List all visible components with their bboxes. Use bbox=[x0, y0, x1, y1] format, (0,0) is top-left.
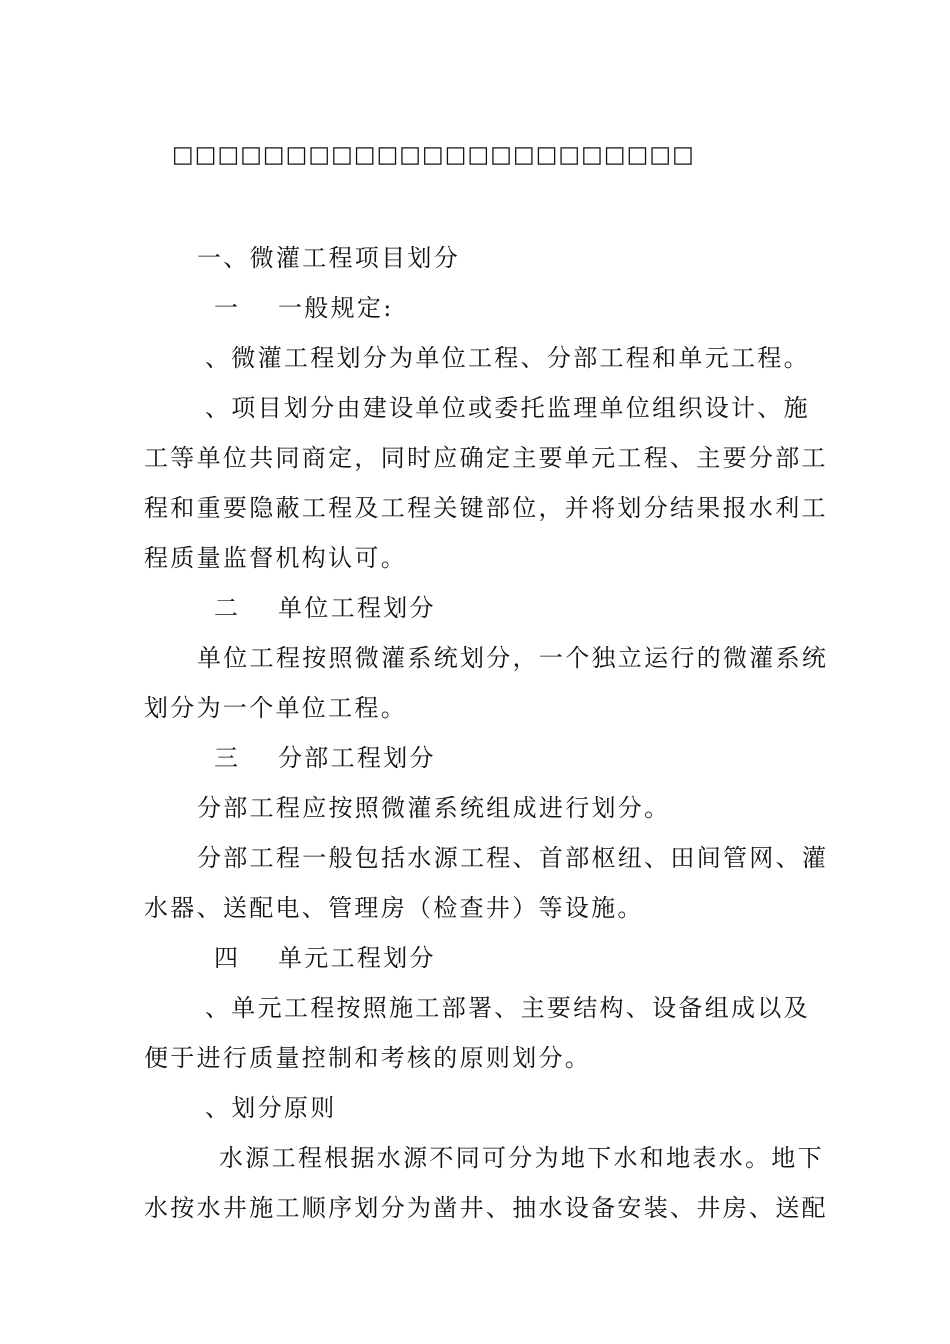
paragraph-line: 、单元工程按照施工部署、主要结构、设备组成以及 bbox=[205, 994, 810, 1022]
paragraph-line: 单位工程按照微灌系统划分，一个独立运行的微灌系统 bbox=[197, 644, 829, 672]
subheading-2 bbox=[214, 592, 436, 624]
paragraph-line: 工等单位共同商定，同时应确定主要单元工程、主要分部工 bbox=[144, 444, 828, 472]
paragraph-line: 程质量监督机构认可。 bbox=[144, 544, 407, 572]
subheading-3 bbox=[214, 742, 436, 774]
paragraph-line: 便于进行质量控制和考核的原则划分。 bbox=[144, 1044, 592, 1072]
paragraph-line: 程和重要隐蔽工程及工程关键部位，并将划分结果报水利工 bbox=[144, 494, 828, 522]
subheading-2-text: 单位工程划分 bbox=[278, 594, 436, 622]
paragraph-line: 、项目划分由建设单位或委托监理单位组织设计、施 bbox=[205, 394, 810, 422]
paragraph-line: 水器、送配电、管理房（检查井）等设施。 bbox=[144, 894, 644, 922]
paragraph-line: 、微灌工程划分为单位工程、分部工程和单元工程。 bbox=[205, 344, 810, 372]
subheading-1 bbox=[214, 292, 394, 324]
paragraph-line: 划分为一个单位工程。 bbox=[144, 694, 407, 722]
subheading-2-number: 二 bbox=[214, 594, 241, 622]
section-heading-1: 一、微灌工程项目划分 bbox=[197, 244, 460, 272]
subheading-4-text: 单元工程划分 bbox=[278, 944, 436, 972]
subheading-3-number: 三 bbox=[214, 744, 241, 772]
paragraph-line: 分部工程一般包括水源工程、首部枢纽、田间管网、灌 bbox=[197, 844, 829, 872]
subheading-1-text: 一般规定: bbox=[278, 294, 394, 322]
subheading-4 bbox=[214, 942, 436, 974]
paragraph-line: 水按水井施工顺序划分为凿井、抽水设备安装、井房、送配 bbox=[144, 1194, 828, 1222]
subheading-3-text: 分部工程划分 bbox=[278, 744, 436, 772]
subheading-4-number: 四 bbox=[214, 944, 241, 972]
subheading-1-number: 一 bbox=[214, 294, 241, 322]
paragraph-line: 水源工程根据水源不同可分为地下水和地表水。地下 bbox=[219, 1144, 824, 1172]
document-title: □□□□□□□□□□□□□□□□□□□□□□□ bbox=[172, 142, 695, 168]
paragraph-line: 分部工程应按照微灌系统组成进行划分。 bbox=[197, 794, 671, 822]
paragraph-line: 、划分原则 bbox=[205, 1094, 337, 1122]
